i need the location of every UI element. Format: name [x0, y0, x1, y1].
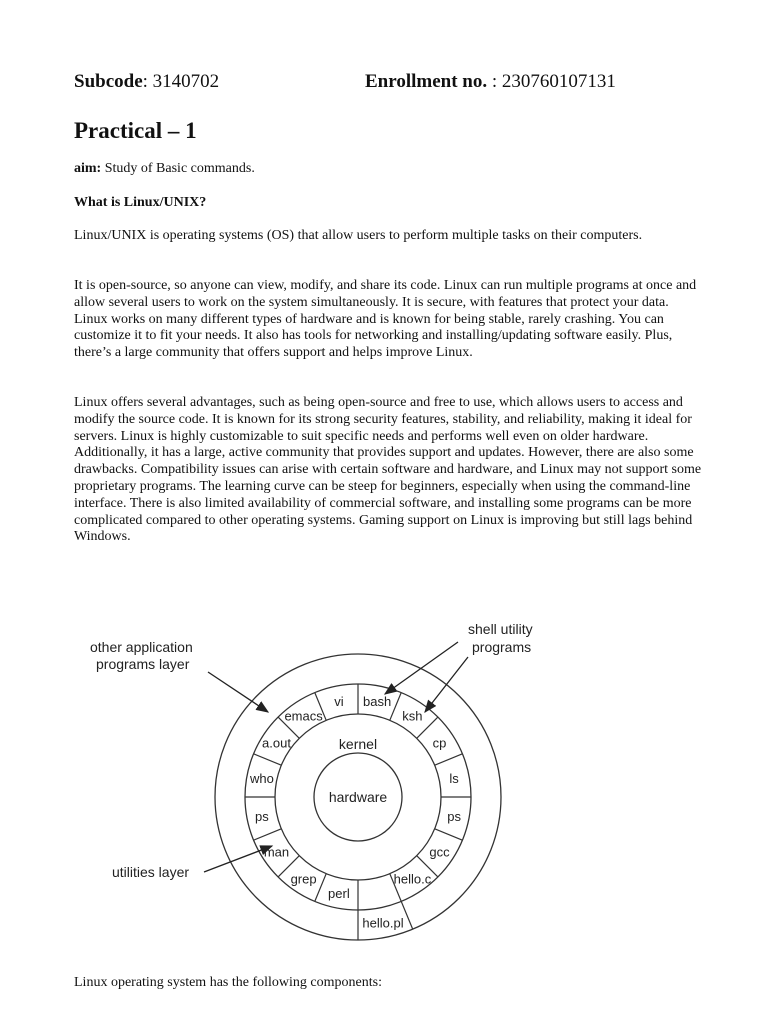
subcode-label: Subcode [74, 71, 143, 92]
segment-divider [254, 829, 282, 840]
segment-label: gcc [429, 844, 450, 860]
paragraph-intro: Linux/UNIX is operating systems (OS) that allow users to perform multiple tasks on their computers. [74, 228, 643, 243]
segment-label: ps [447, 809, 461, 825]
linux-layers-diagram [80, 612, 580, 952]
segment-label: who [249, 770, 274, 786]
arrow-app-layer [208, 672, 268, 712]
segment-divider [435, 754, 463, 765]
annotation-app-line2: programs layer [96, 656, 190, 672]
segment-label: grep [290, 871, 317, 887]
segment-label: bash [362, 693, 392, 709]
subcode-header [74, 70, 219, 94]
annotation-shell-line1: shell utility [468, 621, 533, 637]
aim-line [74, 160, 255, 177]
enrollment-value: : 230760107131 [487, 71, 616, 92]
enrollment-label: Enrollment no. [365, 71, 488, 92]
practical-title: Practical – 1 [74, 118, 197, 143]
segment-dividers [245, 684, 471, 940]
segment-label: ps [255, 809, 269, 825]
segment-label: hello.pl [362, 915, 404, 931]
segment-divider [390, 693, 401, 721]
segment-label: perl [328, 886, 350, 902]
hardware-label: hardware [328, 789, 388, 805]
section-heading: What is Linux/UNIX? [74, 195, 207, 210]
segment-label: a.out [262, 735, 291, 751]
paragraph-advantages: Linux offers several advantages, such as being open-source and free to use, which allows users to access and modify the source code. It is known for its strong security features, stability, and reliability, making it ideal for servers. Linux is highly customizable to suit specific needs and performs well even on older hardware. Additionally, it has a large, active community that provides support and updates. However, there are also some drawbacks. Compatibility issues can arise with certain software and hardware, and Linux may not support some proprietary programs. The learning curve can be steep for beginners, especially when using the command-line interface. There is also limited availability of commercial software, and installing some programs can be more complicated compared to other operating systems. Gaming support on Linux is improving but still lags behind Windows. [74, 395, 702, 545]
enrollment-header [365, 70, 616, 94]
segment-label: emacs [284, 708, 323, 724]
paragraph-features: It is open-source, so anyone can view, modify, and share its code. Linux can run multiple programs at once and allow several users to work on the system simultaneously. It is secure, with features that protect your data. Linux works on many different types of hardware and is known for being stable, rarely crashing. You can customize it to fit your needs. It also has tools for networking and installing/updating software easily. Plus, there’s a large community that offers support and helps improve Linux. [74, 278, 697, 361]
aim-label: aim: [74, 161, 102, 176]
segment-labels [249, 694, 461, 931]
aim-text: Study of Basic commands. [101, 161, 255, 176]
segment-divider [435, 829, 463, 840]
annotation-utilities: utilities layer [112, 864, 190, 880]
arrow-shell-ksh [425, 657, 468, 712]
kernel-label: kernel [338, 736, 378, 752]
segment-label: hello.c [393, 871, 432, 887]
segment-label: ksh [402, 708, 423, 724]
annotation-app-line1: other application [90, 639, 193, 655]
arrow-shell-bash [385, 642, 458, 694]
segment-label: vi [334, 693, 344, 709]
segment-label: cp [432, 735, 447, 751]
segment-divider [254, 754, 282, 765]
arrow-utilities-layer [204, 846, 272, 872]
segment-label: man [263, 844, 290, 860]
closing-line: Linux operating system has the following components: [74, 975, 382, 990]
segment-label: ls [449, 770, 459, 786]
subcode-value: : 3140702 [142, 71, 220, 92]
annotation-shell-line2: programs [472, 639, 532, 655]
